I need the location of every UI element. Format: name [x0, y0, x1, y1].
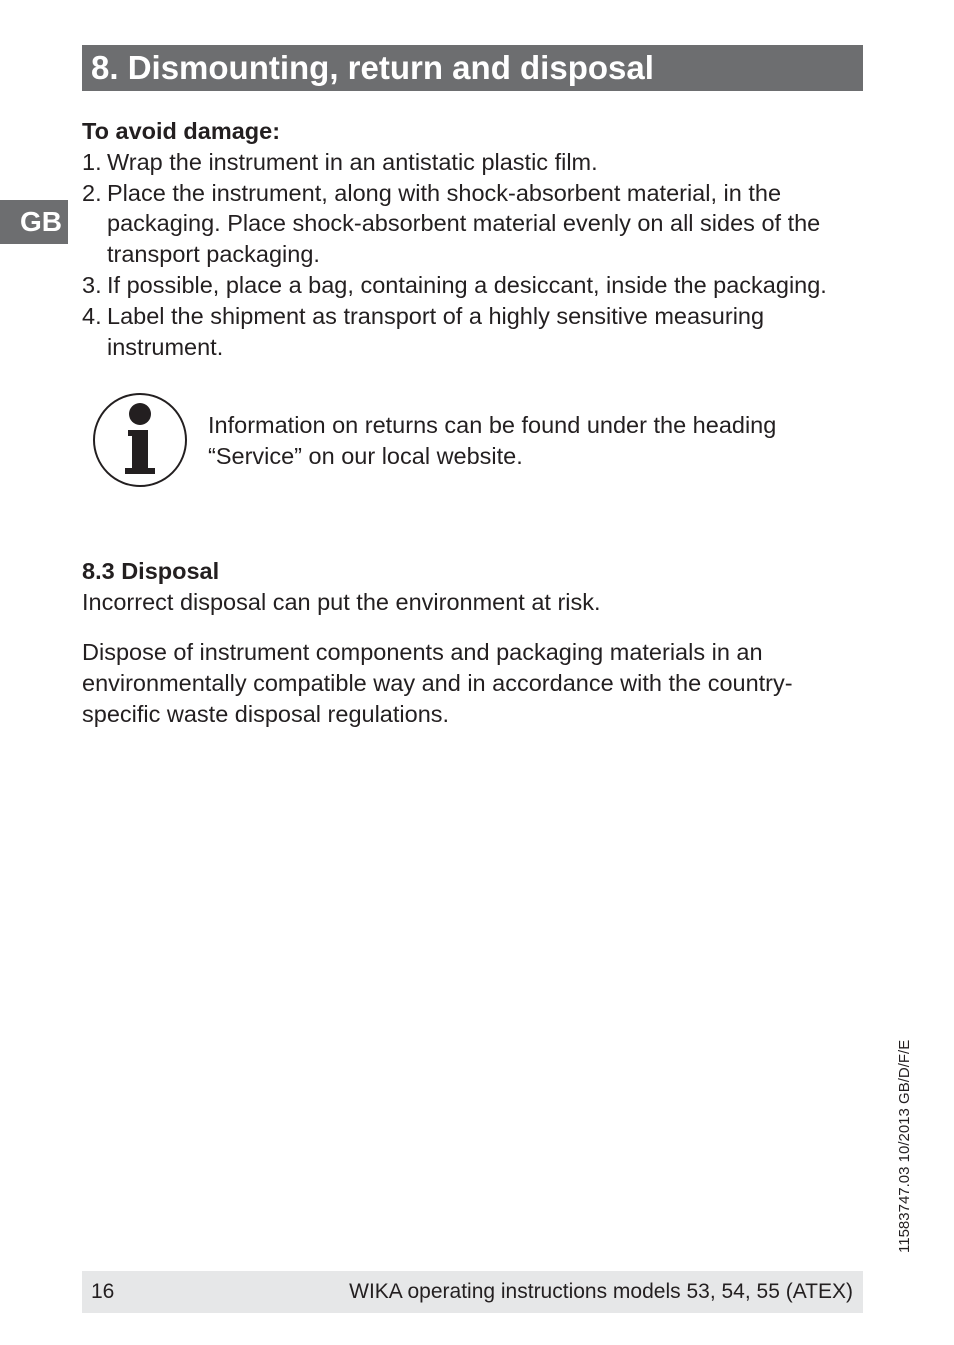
info-icon	[92, 392, 188, 488]
disposal-section	[82, 556, 862, 729]
footer-title: WIKA operating instructions models 53, 54, 55 (ATEX)	[349, 1280, 853, 1303]
info-text: Information on returns can be found under the heading “Service” on our local website.	[208, 412, 777, 470]
page-number: 16	[91, 1280, 115, 1303]
section-title: 8. Dismounting, return and disposal	[82, 45, 863, 91]
avoid-damage-steps	[82, 147, 862, 363]
main-content	[82, 116, 862, 729]
info-note	[82, 392, 862, 492]
step-item: 3. If possible, place a bag, containing a desiccant, inside the packaging.	[82, 271, 827, 298]
step-item: 1. Wrap the instrument in an antistatic plastic film.	[82, 148, 598, 175]
document-code: 11583747.03 10/2013 GB/D/F/E	[896, 1039, 913, 1253]
disposal-paragraph: Dispose of instrument components and packaging materials in an environmentally compatible way and in accordance with the country-specific waste disposal regulations.	[82, 638, 793, 727]
page-footer	[82, 1271, 863, 1313]
step-item: 2. Place the instrument, along with shock-absorbent material, in the packaging. Place shock-absorbent material evenly on all sides of the transport packaging.	[82, 179, 821, 268]
language-tab: GB	[0, 200, 68, 244]
avoid-damage-heading: To avoid damage:	[82, 118, 281, 144]
disposal-heading: 8.3 Disposal	[82, 558, 220, 585]
step-text: Label the shipment as transport of a highly sensitive measuring instrument.	[107, 302, 765, 360]
step-item: 4. Label the shipment as transport of a highly sensitive measuring instrument.	[82, 302, 765, 360]
step-text: Wrap the instrument in an antistatic plastic film.	[107, 148, 598, 175]
disposal-paragraph: Incorrect disposal can put the environment at risk.	[82, 589, 601, 616]
step-text: If possible, place a bag, containing a desiccant, inside the packaging.	[107, 271, 827, 298]
step-text: Place the instrument, along with shock-absorbent material, in the packaging. Place shock-absorbent material evenly on all sides of the transport packaging.	[107, 179, 821, 268]
